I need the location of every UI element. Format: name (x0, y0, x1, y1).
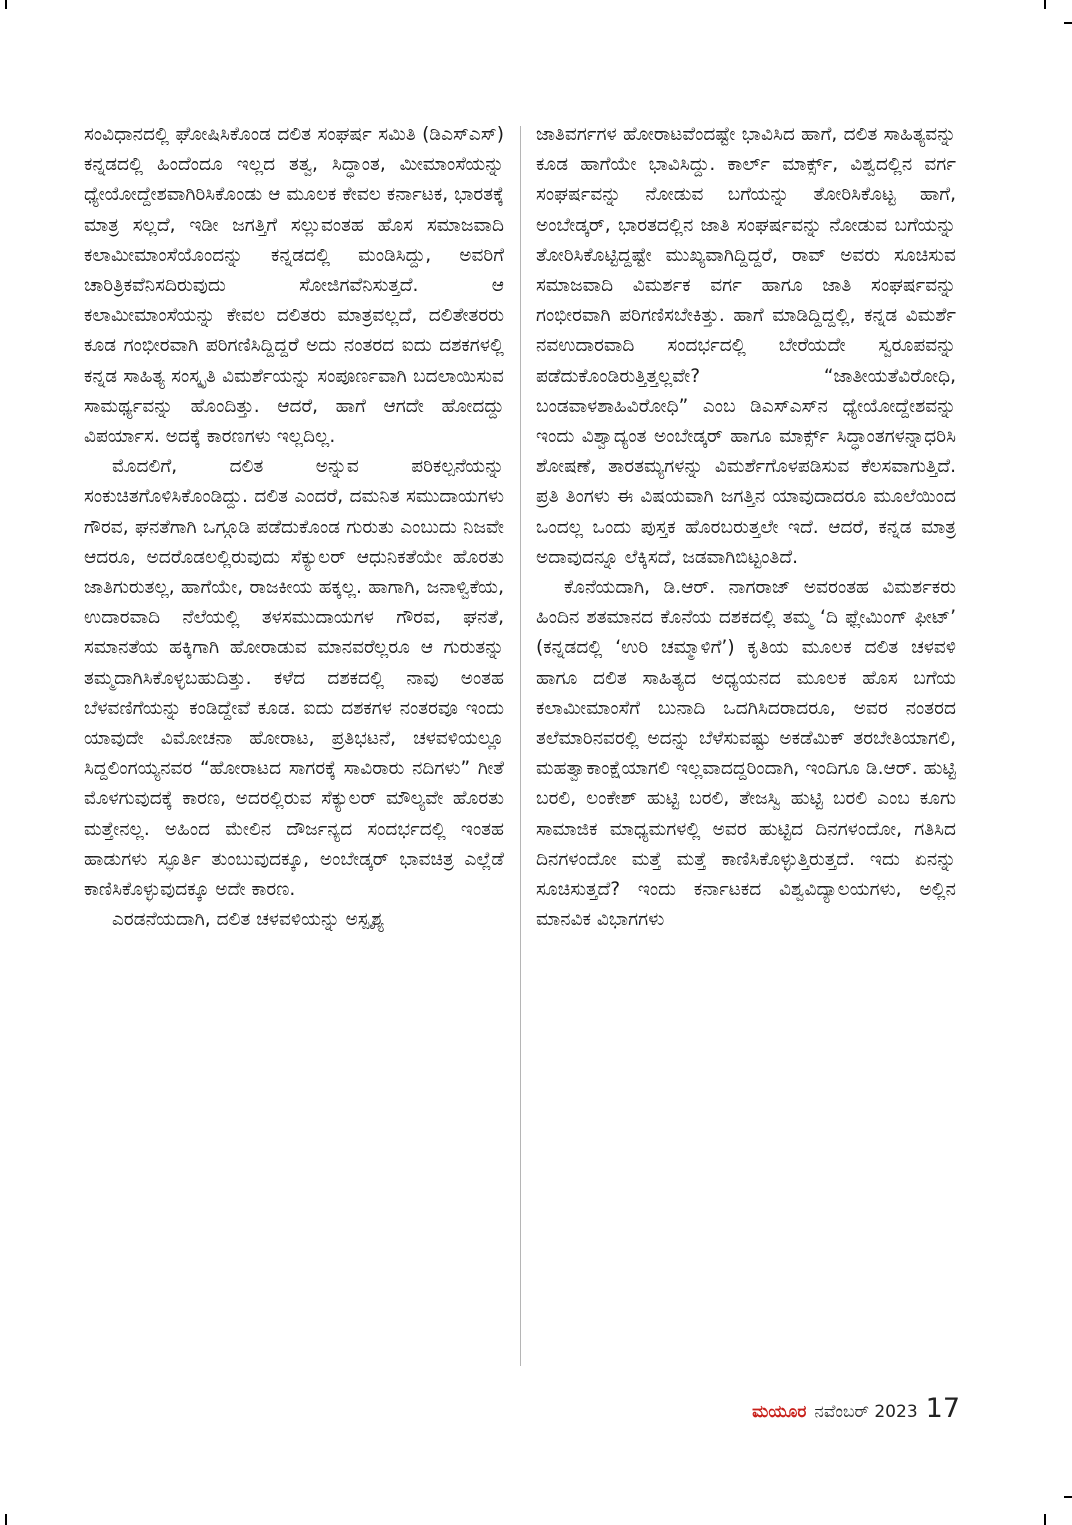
paragraph: ಸಂವಿಧಾನದಲ್ಲಿ ಘೋಷಿಸಿಕೊಂಡ ದಲಿತ ಸಂಘರ್ಷ ಸಮಿತಿ (ಡಿಎಸ್ಎಸ್) ಕನ್ನಡದಲ್ಲಿ ಹಿಂದೆಂದೂ ಇಲ್ಲದ ತತ್ವ, ಸಿದ್ಧಾಂತ, ಮೀಮಾಂಸೆಯನ್ನು ಧ್ಯೇಯೋದ್ದೇಶವಾಗಿರಿಸಿಕೊಂಡು ಆ ಮೂಲಕ ಕೇವಲ ಕರ್ನಾಟಕ, ಭಾರತಕ್ಕೆ ಮಾತ್ರ ಸಲ್ಲದೆ, ಇಡೀ ಜಗತ್ತಿಗೆ ಸಲ್ಲುವಂತಹ ಹೊಸ ಸಮಾಜವಾದಿ ಕಲಾಮೀಮಾಂಸೆಯೊಂದನ್ನು ಕನ್ನಡದಲ್ಲಿ ಮಂಡಿಸಿದ್ದು, ಅವರಿಗೆ ಚಾರಿತ್ರಿಕವೆನಿಸದಿರುವುದು ಸೋಜಿಗವೆನಿಸುತ್ತದೆ. ಆ ಕಲಾಮೀಮಾಂಸೆಯನ್ನು ಕೇವಲ ದಲಿತರು ಮಾತ್ರವಲ್ಲದೆ, ದಲಿತೇತರರು ಕೂಡ ಗಂಭೀರವಾಗಿ ಪರಿಗಣಿಸಿದ್ದಿದ್ದರೆ ಅದು ನಂತರದ ಐದು ದಶಕಗಳಲ್ಲಿ ಕನ್ನಡ ಸಾಹಿತ್ಯ ಸಂಸ್ಕೃತಿ ವಿಮರ್ಶೆಯನ್ನು ಸಂಪೂರ್ಣವಾಗಿ ಬದಲಾಯಿಸುವ ಸಾಮರ್ಥ್ಯವನ್ನು ಹೊಂದಿತ್ತು. ಆದರೆ, ಹಾಗೆ ಆಗದೇ ಹೋದದ್ದು ವಿಪರ್ಯಾಸ. ಅದಕ್ಕೆ ಕಾರಣಗಳು ಇಲ್ಲದಿಲ್ಲ. (84, 124, 504, 448)
paragraph: ಎರಡನೆಯದಾಗಿ, ದಲಿತ ಚಳವಳಿಯನ್ನು ಅಸ್ಪೃಶ್ಯ (112, 909, 385, 931)
article-body (84, 120, 974, 1385)
crop-mark-top-left (5, 0, 7, 9)
crop-mark-right-lower (1064, 1496, 1072, 1498)
magazine-logo: ಮಯೂರ (752, 1402, 807, 1422)
page-number: 17 (925, 1393, 960, 1424)
paragraph: ಮೊದಲಿಗೆ, ದಲಿತ ಅನ್ನುವ ಪರಿಕಲ್ಪನೆಯನ್ನು ಸಂಕುಚಿತಗೊಳಿಸಿಕೊಂಡಿದ್ದು. ದಲಿತ ಎಂದರೆ, ದಮನಿತ ಸಮುದಾಯಗಳು ಗೌರವ, ಘನತೆಗಾಗಿ ಒಗ್ಗೂಡಿ ಪಡೆದುಕೊಂಡ ಗುರುತು ಎಂಬುದು ನಿಜವೇ ಆದರೂ, ಅದರೊಡಲಲ್ಲಿರುವುದು ಸೆಕ್ಯುಲರ್ ಆಧುನಿಕತೆಯೇ ಹೊರತು ಜಾತಿಗುರುತಲ್ಲ, ಹಾಗೆಯೇ, ರಾಜಕೀಯ ಹಕ್ಕಲ್ಲ. ಹಾಗಾಗಿ, ಜನಾಳ್ವಿಕೆಯ, ಉದಾರವಾದಿ ನೆಲೆಯಲ್ಲಿ ತಳಸಮುದಾಯಗಳ ಗೌರವ, ಘನತೆ, ಸಮಾನತೆಯ ಹಕ್ಕಿಗಾಗಿ ಹೋರಾಡುವ ಮಾನವರೆಲ್ಲರೂ ಆ ಗುರುತನ್ನು ತಮ್ಮದಾಗಿಸಿಕೊಳ್ಳಬಹುದಿತ್ತು. ಕಳೆದ ದಶಕದಲ್ಲಿ ನಾವು ಅಂತಹ ಬೆಳವಣಿಗೆಯನ್ನು ಕಂಡಿದ್ದೇವೆ ಕೂಡ. ಐದು ದಶಕಗಳ ನಂತರವೂ ಇಂದು ಯಾವುದೇ ವಿಮೋಚನಾ ಹೋರಾಟ, ಪ್ರತಿಭಟನೆ, ಚಳವಳಿಯಲ್ಲೂ ಸಿದ್ದಲಿಂಗಯ್ಯನವರ “ಹೋರಾಟದ ಸಾಗರಕ್ಕೆ ಸಾವಿರಾರು ನದಿಗಳು” ಗೀತೆ ಮೊಳಗುವುದಕ್ಕೆ ಕಾರಣ, ಅದರಲ್ಲಿರುವ ಸೆಕ್ಯುಲರ್ ಮೌಲ್ಯವೇ ಹೊರತು ಮತ್ತೇನಲ್ಲ. ಅಹಿಂದ ಮೇಲಿನ ದೌರ್ಜನ್ಯದ ಸಂದರ್ಭದಲ್ಲಿ ಇಂತಹ ಹಾಡುಗಳು ಸ್ಫೂರ್ತಿ ತುಂಬುವುದಕ್ಕೂ, ಅಂಬೇಡ್ಕರ್ ಭಾವಚಿತ್ರ ಎಲ್ಲೆಡೆ ಕಾಣಿಸಿಕೊಳ್ಳುವುದಕ್ಕೂ ಅದೇ ಕಾರಣ. (84, 456, 504, 901)
page-footer (752, 1393, 960, 1424)
paragraph: ಜಾತಿವರ್ಗಗಳ ಹೋರಾಟವೆಂದಷ್ಟೇ ಭಾವಿಸಿದ ಹಾಗೆ, ದಲಿತ ಸಾಹಿತ್ಯವನ್ನು ಕೂಡ ಹಾಗೆಯೇ ಭಾವಿಸಿದ್ದು. ಕಾರ್ಲ್ ಮಾರ್ಕ್ಸ್, ವಿಶ್ವದಲ್ಲಿನ ವರ್ಗ ಸಂಘರ್ಷವನ್ನು ನೋಡುವ ಬಗೆಯನ್ನು ತೋರಿಸಿಕೊಟ್ಟ ಹಾಗೆ, ಅಂಬೇಡ್ಕರ್, ಭಾರತದಲ್ಲಿನ ಜಾತಿ ಸಂಘರ್ಷವನ್ನು ನೋಡುವ ಬಗೆಯನ್ನು ತೋರಿಸಿಕೊಟ್ಟಿದ್ದಷ್ಟೇ ಮುಖ್ಯವಾಗಿದ್ದಿದ್ದರೆ, ರಾವ್ ಅವರು ಸೂಚಿಸುವ ಸಮಾಜವಾದಿ ವಿಮರ್ಶಕ ವರ್ಗ ಹಾಗೂ ಜಾತಿ ಸಂಘರ್ಷವನ್ನು ಗಂಭೀರವಾಗಿ ಪರಿಗಣಿಸಬೇಕಿತ್ತು. ಹಾಗೆ ಮಾಡಿದ್ದಿದ್ದಲ್ಲಿ, ಕನ್ನಡ ವಿಮರ್ಶೆ ನವಉದಾರವಾದಿ ಸಂದರ್ಭದಲ್ಲಿ ಬೇರೆಯದೇ ಸ್ವರೂಪವನ್ನು ಪಡೆದುಕೊಂಡಿರುತ್ತಿತ್ತಲ್ಲವೇ? “ಜಾತೀಯತೆವಿರೋಧಿ, ಬಂಡವಾಳಶಾಹಿವಿರೋಧಿ” ಎಂಬ ಡಿಎಸ್ಎಸ್‌ನ ಧ್ಯೇಯೋದ್ದೇಶವನ್ನು ಇಂದು ವಿಶ್ವಾದ್ಯಂತ ಅಂಬೇಡ್ಕರ್ ಹಾಗೂ ಮಾರ್ಕ್ಸ್ ಸಿದ್ಧಾಂತಗಳನ್ನಾಧರಿಸಿ ಶೋಷಣೆ, ತಾರತಮ್ಯಗಳನ್ನು ವಿಮರ್ಶೆಗೊಳಪಡಿಸುವ ಕೆಲಸವಾಗುತ್ತಿದೆ. ಪ್ರತಿ ತಿಂಗಳು ಈ ವಿಷಯವಾಗಿ ಜಗತ್ತಿನ ಯಾವುದಾದರೂ ಮೂಲೆಯಿಂದ ಒಂದಲ್ಲ ಒಂದು ಪುಸ್ತಕ ಹೊರಬರುತ್ತಲೇ ಇದೆ. ಆದರೆ, ಕನ್ನಡ ಮಾತ್ರ ಅದಾವುದನ್ನೂ ಲೆಕ್ಕಿಸದೆ, ಜಡವಾಗಿಬಿಟ್ಟಂತಿದೆ. (536, 124, 956, 568)
crop-mark-bottom-left (5, 1514, 7, 1525)
column-divider (520, 126, 521, 1366)
left-column (84, 120, 504, 1385)
crop-mark-top-right (1044, 0, 1046, 9)
right-column (536, 120, 956, 1385)
crop-mark-right-upper (1064, 22, 1072, 24)
issue-date: ನವೆಂಬರ್ 2023 (814, 1402, 918, 1422)
crop-mark-bottom-right (1044, 1514, 1046, 1525)
paragraph: ಕೊನೆಯದಾಗಿ, ಡಿ.ಆರ್. ನಾಗರಾಜ್ ಅವರಂತಹ ವಿಮರ್ಶಕರು ಹಿಂದಿನ ಶತಮಾನದ ಕೊನೆಯ ದಶಕದಲ್ಲಿ ತಮ್ಮ ‘ದಿ ಫ್ಲೇಮಿಂಗ್ ಫೀಟ್’ (ಕನ್ನಡದಲ್ಲಿ ‘ಉರಿ ಚಮ್ಮಾಳಿಗೆ’) ಕೃತಿಯ ಮೂಲಕ ದಲಿತ ಚಳವಳಿ ಹಾಗೂ ದಲಿತ ಸಾಹಿತ್ಯದ ಅಧ್ಯಯನದ ಮೂಲಕ ಹೊಸ ಬಗೆಯ ಕಲಾಮೀಮಾಂಸೆಗೆ ಬುನಾದಿ ಒದಗಿಸಿದರಾದರೂ, ಅವರ ನಂತರದ ತಲೆಮಾರಿನವರಲ್ಲಿ ಅದನ್ನು ಬೆಳೆಸುವಷ್ಟು ಅಕಡೆಮಿಕ್ ತರಬೇತಿಯಾಗಲಿ, ಮಹತ್ವಾಕಾಂಕ್ಷೆಯಾಗಲಿ ಇಲ್ಲವಾದದ್ದರಿಂದಾಗಿ, ಇಂದಿಗೂ ಡಿ.ಆರ್. ಹುಟ್ಟಿ ಬರಲಿ, ಲಂಕೇಶ್ ಹುಟ್ಟಿ ಬರಲಿ, ತೇಜಸ್ವಿ ಹುಟ್ಟಿ ಬರಲಿ ಎಂಬ ಕೂಗು ಸಾಮಾಜಿಕ ಮಾಧ್ಯಮಗಳಲ್ಲಿ ಅವರ ಹುಟ್ಟಿದ ದಿನಗಳಂದೋ, ಗತಿಸಿದ ದಿನಗಳಂದೋ ಮತ್ತೆ ಮತ್ತೆ ಕಾಣಿಸಿಕೊಳ್ಳುತ್ತಿರುತ್ತದೆ. ಇದು ಏನನ್ನು ಸೂಚಿಸುತ್ತದೆ? ಇಂದು ಕರ್ನಾಟಕದ ವಿಶ್ವವಿದ್ಯಾಲಯಗಳು, ಅಲ್ಲಿನ ಮಾನವಿಕ ವಿಭಾಗಗಳು (536, 577, 956, 931)
